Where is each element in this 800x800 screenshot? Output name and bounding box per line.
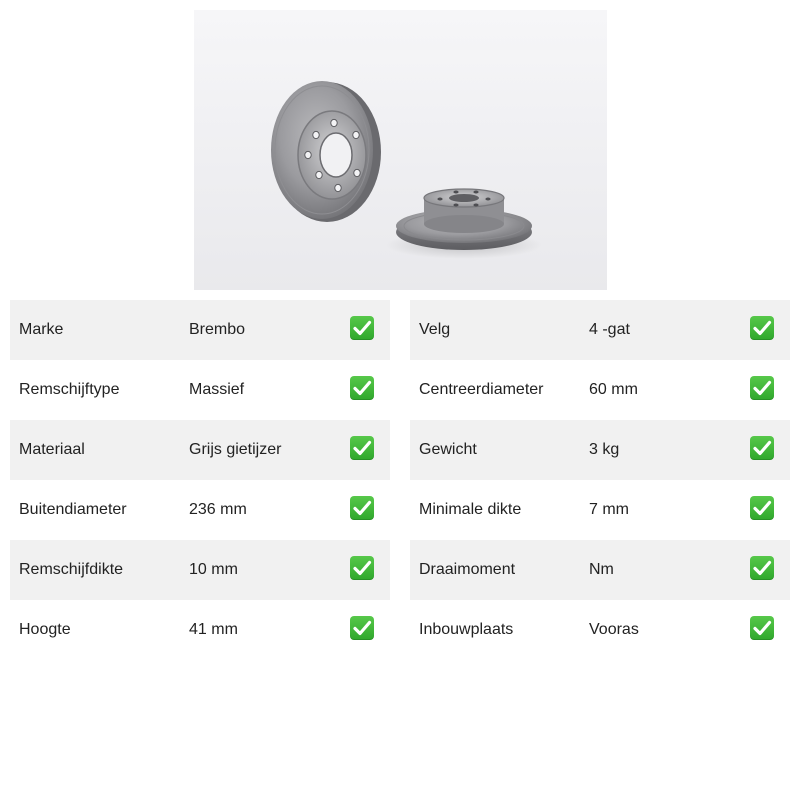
check-mark-icon bbox=[350, 496, 374, 520]
spec-row-left-2 bbox=[10, 420, 390, 480]
spec-label: Hoogte bbox=[19, 621, 71, 638]
check-mark-icon bbox=[750, 616, 774, 640]
check-mark-icon bbox=[350, 436, 374, 460]
spec-row-right-5 bbox=[410, 600, 790, 660]
spec-value: 10 mm bbox=[189, 561, 238, 578]
spec-label: Draaimoment bbox=[419, 561, 516, 578]
spec-label: Minimale dikte bbox=[419, 501, 522, 518]
check-mark-icon bbox=[350, 556, 374, 580]
spec-row-right-2 bbox=[410, 420, 790, 480]
brake-disc-illustration bbox=[194, 10, 607, 290]
spec-label: Centreerdiameter bbox=[419, 381, 544, 398]
spec-label: Materiaal bbox=[19, 441, 85, 458]
spec-value: Vooras bbox=[589, 621, 639, 638]
check-mark-icon bbox=[750, 376, 774, 400]
check-mark-icon bbox=[750, 316, 774, 340]
spec-row-right-3 bbox=[410, 480, 790, 540]
check-mark-icon bbox=[350, 616, 374, 640]
spec-value: 236 mm bbox=[189, 501, 247, 518]
spec-value: 4 -gat bbox=[589, 321, 630, 338]
spec-table-right bbox=[410, 300, 790, 660]
spec-value: Massief bbox=[189, 381, 245, 398]
spec-row-left-4 bbox=[10, 540, 390, 600]
spec-label: Remschijfdikte bbox=[19, 561, 124, 578]
spec-label: Remschijftype bbox=[19, 381, 120, 398]
check-mark-icon bbox=[750, 556, 774, 580]
spec-label: Gewicht bbox=[419, 441, 477, 458]
spec-row-left-3 bbox=[10, 480, 390, 540]
spec-label: Buitendiameter bbox=[19, 501, 127, 518]
spec-value: 7 mm bbox=[589, 501, 629, 518]
brake-disc-image bbox=[194, 10, 607, 290]
check-mark-icon bbox=[750, 436, 774, 460]
spec-table-left bbox=[10, 300, 390, 660]
spec-label: Marke bbox=[19, 321, 64, 338]
spec-row-right-1 bbox=[410, 360, 790, 420]
check-mark-icon bbox=[350, 316, 374, 340]
spec-value: 60 mm bbox=[589, 381, 638, 398]
spec-label: Inbouwplaats bbox=[419, 621, 514, 638]
spec-row-right-4 bbox=[410, 540, 790, 600]
spec-label: Velg bbox=[419, 321, 451, 338]
spec-value: Grijs gietijzer bbox=[189, 441, 282, 458]
spec-row-right-0 bbox=[410, 300, 790, 360]
check-mark-icon bbox=[350, 376, 374, 400]
spec-value: Nm bbox=[589, 561, 614, 578]
check-mark-icon bbox=[750, 496, 774, 520]
spec-value: 41 mm bbox=[189, 621, 238, 638]
spec-row-left-1 bbox=[10, 360, 390, 420]
spec-value: 3 kg bbox=[589, 441, 620, 458]
spec-row-left-5 bbox=[10, 600, 390, 660]
spec-row-left-0 bbox=[10, 300, 390, 360]
spec-value: Brembo bbox=[189, 321, 246, 338]
